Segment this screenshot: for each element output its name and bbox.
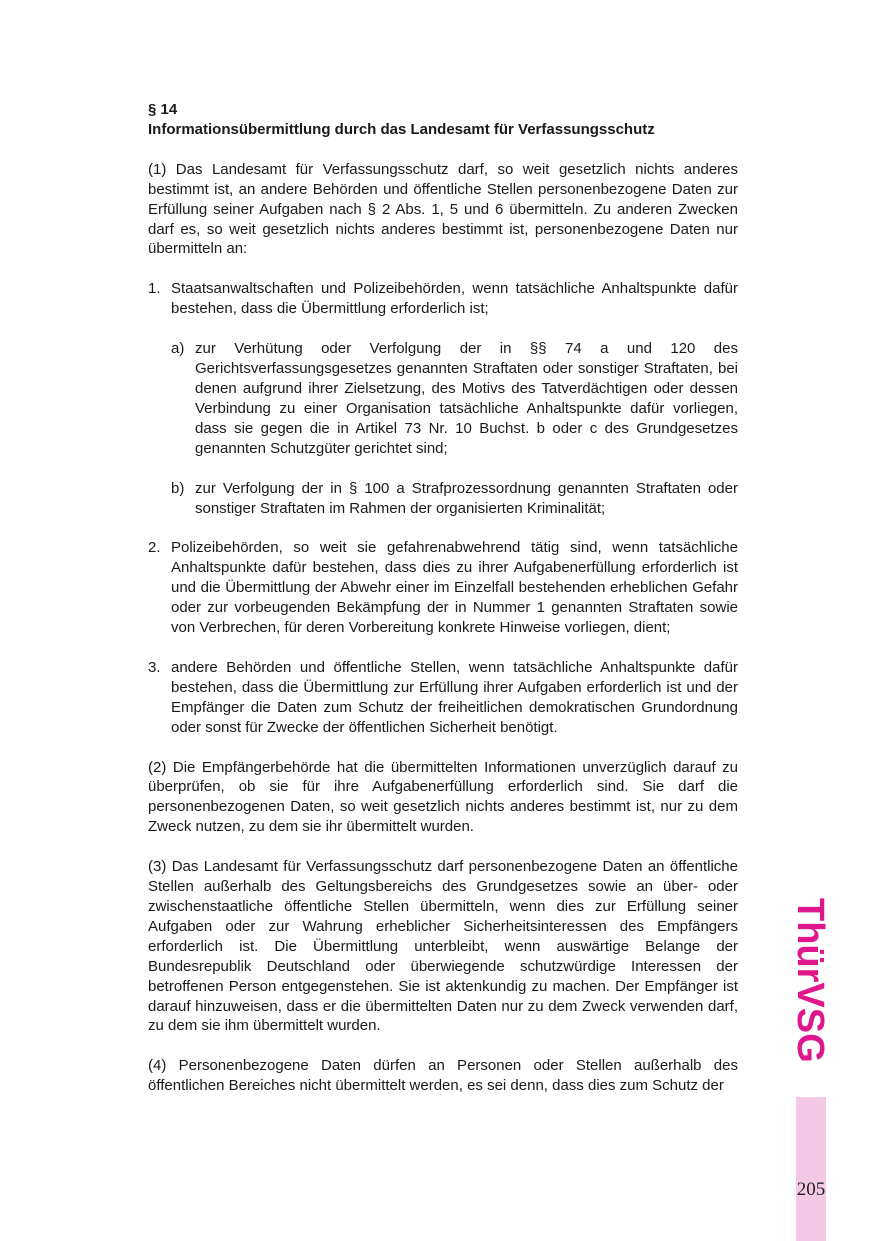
paragraph-2: (2) Die Empfängerbehörde hat die übermittelten Informationen unverzüglich darauf zu überprüfen, ob sie für ihre Aufgabenerfüllung erforderlich sind. Sie darf die personenbezogenen Daten, so weit gesetzlich nichts anderes bestimmt ist, nur zu dem Zweck nutzen, zu dem sie ihr übermittelt wurden. bbox=[148, 758, 738, 836]
side-title bbox=[789, 897, 831, 1063]
list-item-2 bbox=[148, 538, 738, 638]
list-item-number: 2. bbox=[148, 539, 161, 557]
list-item-3 bbox=[148, 658, 738, 738]
side-color-bar bbox=[796, 1097, 826, 1241]
section-title: Informationsübermittlung durch das Landesamt für Verfassungsschutz bbox=[148, 120, 655, 138]
paragraph-3: (3) Das Landesamt für Verfassungsschutz darf personenbezogene Daten an öffentliche Stellen außerhalb des Geltungsbereichs des Grundgesetzes sowie an über- oder zwischenstaatliche öffentliche Stellen übermitteln, wenn dies zur Erfüllung seiner Aufgaben oder zur Wahrung erheblicher Sicherheitsinteressen des Empfängers erforderlich ist. Die Übermittlung unterbleibt, wenn auswärtige Belange der Bundesrepublik Deutschland oder überwiegende schutzwürdige Interessen der betroffenen Person entgegenstehen. Sie ist aktenkundig zu machen. Der Empfänger ist darauf hinzuweisen, dass er die übermittelten Daten nur zu dem Zweck verwenden darf, zu dem sie ihm übermittelt wurden. bbox=[148, 858, 738, 1035]
document-body bbox=[148, 100, 738, 1096]
paragraph-1: (1) Das Landesamt für Verfassungsschutz darf, so weit gesetzlich nichts anderes bestimmt ist, an andere Behörden und öffentliche Stellen personenbezogene Daten zur Erfüllung seiner Aufgaben nach § 2 Abs. 1, 5 und 6 übermitteln. Zu anderen Zwecken darf es, so weit gesetzlich nichts anderes bestimmt ist, personenbezogene Daten nur übermitteln an: bbox=[148, 160, 738, 258]
sub-item-text: zur Verfolgung der in § 100 a Strafprozessordnung genannten Straftaten oder sonstiger Straftaten im Rahmen der organisierten Kriminalität; bbox=[195, 479, 738, 517]
list-item-text: andere Behörden und öffentliche Stellen, wenn tatsächliche Anhaltspunkte dafür bestehen, dass die Übermittlung zur Erfüllung ihrer Aufgaben erforderlich ist und der Empfänger die Daten zum Schutz der freiheitlichen demokratischen Grundordnung oder sonst für Zwecke der öffentlichen Sicherheit benötigt. bbox=[171, 658, 738, 736]
sub-item-label: b) bbox=[171, 479, 185, 497]
sub-item-label: a) bbox=[171, 340, 185, 358]
list-item-1 bbox=[148, 279, 738, 319]
list-item-text: Polizeibehörden, so weit sie gefahrenabwehrend tätig sind, wenn tatsächliche Anhaltspunkte dafür bestehen, dass dies zu ihrer Aufgabenerfüllung erforderlich ist und die Übermittlung der Abwehr einer im Einzelfall bestehenden erheblichen Gefahr oder zur vorbeugenden Bekämpfung der in Nummer 1 genannten Straftaten sowie von Verbrechen, für deren Vorbereitung konkrete Hinweise vorliegen, dient; bbox=[171, 539, 738, 637]
side-title-text: ThürVSG bbox=[789, 897, 831, 1063]
sub-item-a bbox=[171, 339, 738, 458]
sub-item-text: zur Verhütung oder Verfolgung der in §§ 74 a und 120 des Gerichtsverfassungsgesetzes genannten Straftaten oder sonstiger Straftaten, bei denen aufgrund ihrer Zielsetzung, des Motivs des Tatverdächtigen oder dessen Verbindung zu einer Organisation tatsächliche Anhaltspunkte dafür vorliegen, dass sie gegen die in Artikel 73 Nr. 10 Buchst. b oder c des Grundgesetzes genannten Schutzgüter gerichtet sind; bbox=[195, 340, 738, 457]
list-item-text: Staatsanwaltschaften und Polizeibehörden, wenn tatsächliche Anhaltspunkte dafür bestehen, dass die Übermittlung erforderlich ist; bbox=[171, 280, 738, 318]
list-item-number: 3. bbox=[148, 658, 161, 676]
list-item-number: 1. bbox=[148, 280, 161, 298]
page-number: 205 bbox=[796, 1179, 826, 1200]
sub-item-b bbox=[171, 479, 738, 519]
section-number: § 14 bbox=[148, 101, 178, 118]
paragraph-4: (4) Personenbezogene Daten dürfen an Personen oder Stellen außerhalb des öffentlichen Bereiches nicht übermittelt werden, es sei denn, dass dies zum Schutz der bbox=[148, 1057, 738, 1095]
